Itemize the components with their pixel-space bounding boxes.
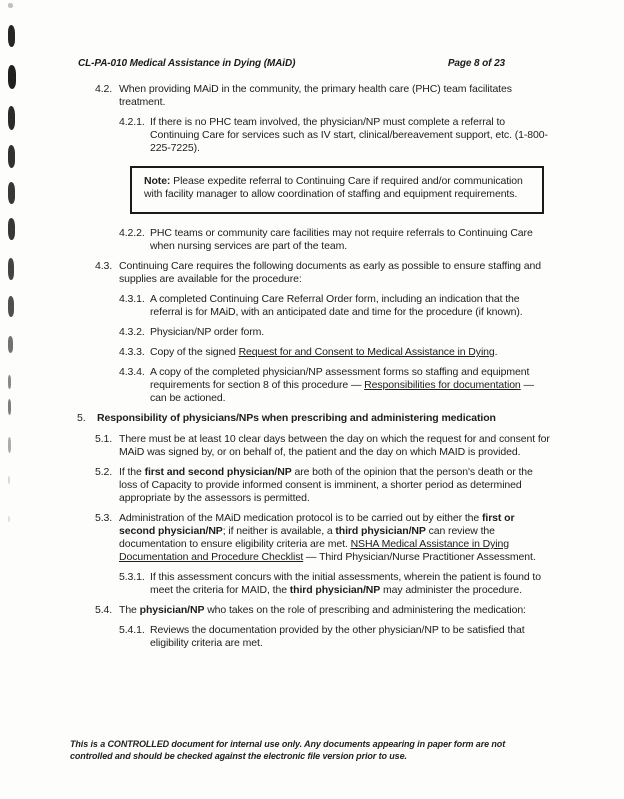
item-number: 4.3.2. (119, 326, 145, 338)
item-text: If the first and second physician/NP are both of the opinion that the person's death or the loss of Capacity to provide informed consent is imminent, a shorter period as determined appropriate by the assessors is permitted. (119, 466, 533, 504)
list-item (119, 227, 550, 253)
list-item (95, 466, 550, 505)
list-item (77, 412, 550, 425)
binding-hole-mark (8, 296, 14, 317)
item-number: 4.3.1. (119, 293, 145, 305)
binding-hole-mark (8, 516, 10, 522)
document-reference-link: Responsibilities for documentation (364, 379, 521, 391)
list-item (119, 366, 550, 405)
binding-hole-mark (8, 218, 15, 240)
item-text: There must be at least 10 clear days between the day on which the request for and consent for MAiD was signed by, or on behalf of, the patient and the day on which MAID is provided. (119, 433, 550, 458)
document-reference-link: Request for and Consent to Medical Assistance in Dying (238, 346, 495, 358)
item-text: PHC teams or community care facilities may not require referrals to Continuing Care when nursing services are part of the team. (150, 227, 533, 252)
item-text: A completed Continuing Care Referral Order form, including an indication that the referral is for MAiD, with an anticipated date and time for the procedure (if known). (150, 293, 523, 318)
list-item (119, 326, 550, 339)
item-text: Reviews the documentation provided by the other physician/NP to be satisfied that eligibility criteria are met. (150, 624, 525, 649)
item-text: Continuing Care requires the following documents as early as possible to ensure staffing and supplies are available for the procedure: (119, 260, 541, 285)
list-item (119, 346, 550, 359)
document-title: CL-PA-010 Medical Assistance in Dying (MAiD) (78, 58, 296, 69)
binding-hole-mark (8, 437, 11, 453)
binding-hole-mark (8, 182, 15, 204)
item-number: 5.4.1. (119, 624, 145, 636)
item-text: Physician/NP order form. (150, 326, 265, 338)
item-text: Administration of the MAiD medication protocol is to be carried out by either the first or second physician/NP; if neither is available, a third physician/NP can review the documentation to ensure eligibility criteria are met. NSHA Medical Assistance in Dying Documentation and Procedure Checklist — Third Physician/Nurse Practitioner Assessment. (119, 512, 536, 563)
list-item (119, 293, 550, 319)
list-item (95, 260, 550, 286)
item-text: A copy of the completed physician/NP assessment forms so staffing and equipment requirements for section 8 of this procedure — Responsibilities for documentation — can be actioned. (150, 366, 534, 404)
item-number: 4.2.2. (119, 227, 145, 239)
page-number-label: Page 8 of 23 (447, 58, 505, 69)
controlled-document-footer: This is a CONTROLLED document for internal use only. Any documents appearing in paper form are not controlled and should be checked against the electronic file version prior to use. (70, 739, 506, 761)
list-item (119, 571, 550, 597)
binding-hole-mark (8, 25, 15, 47)
binding-hole-mark (8, 145, 15, 168)
binding-hole-mark (8, 336, 13, 353)
item-number: 4.3.4. (119, 366, 145, 378)
item-text: The physician/NP who takes on the role of prescribing and administering the medication: (119, 604, 526, 616)
item-number: 4.2. (95, 83, 113, 95)
document-body (0, 83, 624, 650)
item-number: 5.2. (95, 466, 113, 478)
binding-hole-mark (8, 258, 14, 280)
binding-hole-mark (8, 3, 13, 8)
page-header (78, 58, 505, 69)
item-number: 4.2.1. (119, 116, 145, 128)
list-item (95, 83, 550, 109)
binding-hole-mark (8, 476, 10, 484)
item-number: 4.3. (95, 260, 113, 272)
binding-hole-mark (8, 375, 11, 389)
binding-hole-mark (8, 65, 16, 89)
list-item (95, 433, 550, 459)
list-item (95, 512, 550, 564)
item-number: 5. (77, 412, 86, 424)
binding-hole-mark (8, 399, 11, 415)
item-text: If this assessment concurs with the initial assessments, wherein the patient is found to meet the criteria for MAID, the third physician/NP may administer the procedure. (150, 571, 541, 596)
binding-hole-mark (8, 106, 15, 130)
item-number: 5.3. (95, 512, 113, 524)
item-number: 5.1. (95, 433, 113, 445)
list-item (95, 604, 550, 617)
list-item (119, 624, 550, 650)
item-text: Copy of the signed Request for and Consent to Medical Assistance in Dying. (150, 346, 498, 358)
item-text: When providing MAiD in the community, the primary health care (PHC) team facilitates treatment. (119, 83, 512, 108)
item-number: 4.3.3. (119, 346, 145, 358)
item-number: 5.4. (95, 604, 113, 616)
item-number: 5.3.1. (119, 571, 145, 583)
document-reference-link: NSHA Medical Assistance in Dying Documentation and Procedure Checklist (119, 538, 510, 563)
note-box: Note: Please expedite referral to Continuing Care if required and/or communication with facility manager to allow coordination of staffing and equipment requirements. (130, 166, 544, 214)
item-text: If there is no PHC team involved, the physician/NP must complete a referral to Continuing Care for services such as IV start, clinical/bereavement support, etc. (1-800-225-7225). (150, 116, 548, 154)
list-item (119, 116, 550, 155)
item-text: Responsibility of physicians/NPs when prescribing and administering medication (97, 412, 496, 424)
